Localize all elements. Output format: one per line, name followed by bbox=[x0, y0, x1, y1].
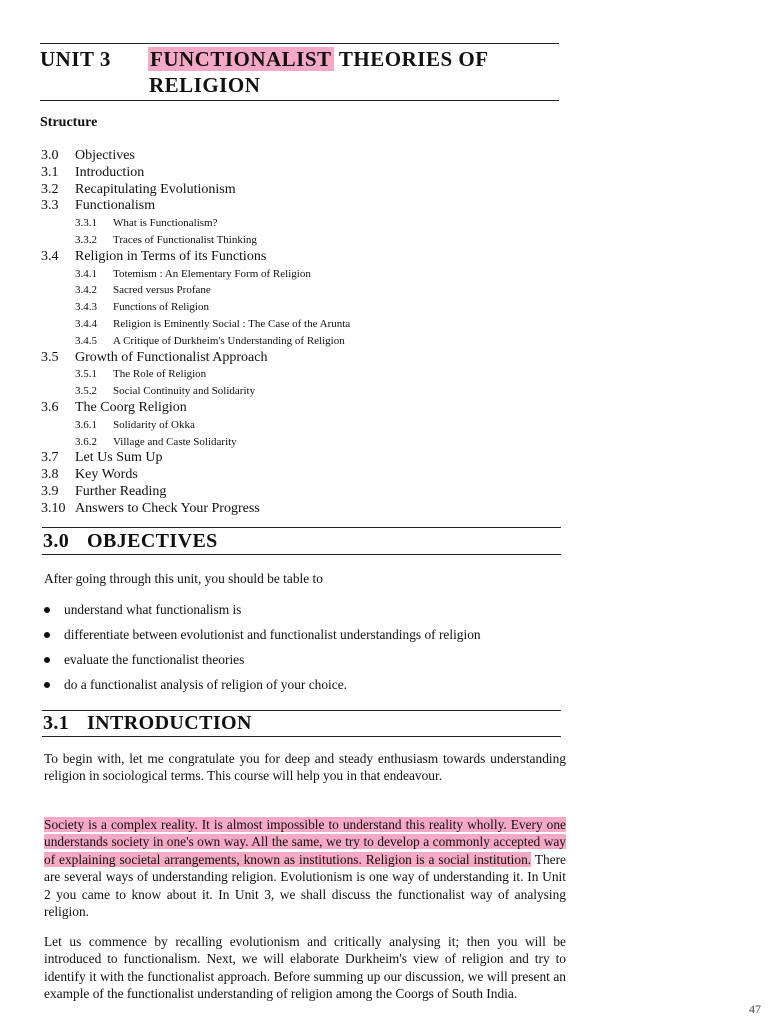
paragraph-2-rest: There are several ways of understanding religion. Evolutionism is one way of understanding it. In Unit 2 you came to know about it. In Unit 3, we shall discuss the functionalist way of analysing religion. bbox=[44, 851, 567, 920]
toc-subitem bbox=[40, 434, 560, 451]
toc-subitem bbox=[40, 383, 560, 400]
toc-number: 3.5.2 bbox=[75, 385, 97, 398]
toc-title: Introduction bbox=[75, 164, 145, 180]
toc-title: Recapitulating Evolutionism bbox=[75, 181, 236, 197]
toc-title: Key Words bbox=[75, 467, 138, 483]
introduction-paragraph-2 bbox=[44, 816, 566, 920]
toc-title: Religion in Terms of its Functions bbox=[75, 248, 267, 264]
toc-number: 3.4.3 bbox=[75, 301, 97, 314]
toc-item bbox=[40, 484, 560, 501]
objectives-intro: After going through this unit, you should be table to bbox=[44, 571, 323, 586]
toc-title: Solidarity of Okka bbox=[113, 418, 195, 431]
toc-title: Further Reading bbox=[75, 483, 167, 499]
toc-subitem bbox=[40, 215, 560, 232]
toc-title: What is Functionalism? bbox=[113, 217, 218, 230]
toc-title: Village and Caste Solidarity bbox=[113, 435, 237, 448]
toc-number: 3.10 bbox=[41, 500, 66, 516]
table-of-contents bbox=[40, 148, 560, 518]
toc-item bbox=[40, 467, 560, 484]
toc-item bbox=[40, 350, 560, 367]
toc-number: 3.3 bbox=[41, 198, 59, 214]
toc-number: 3.8 bbox=[41, 467, 59, 483]
title-highlighted-word: FUNCTIONALIST bbox=[150, 47, 332, 71]
introduction-bottom-rule bbox=[42, 736, 561, 737]
toc-title: Let Us Sum Up bbox=[75, 450, 163, 466]
title-bottom-rule bbox=[40, 100, 559, 101]
toc-title: A Critique of Durkheim's Understanding of Religion bbox=[113, 334, 345, 347]
introduction-number: 3.1 bbox=[43, 712, 70, 734]
introduction-top-rule bbox=[42, 710, 561, 711]
objectives-number: 3.0 bbox=[43, 530, 70, 552]
introduction-heading bbox=[43, 712, 252, 735]
objectives-top-rule bbox=[42, 527, 561, 528]
toc-item bbox=[40, 400, 560, 417]
objective-item bbox=[42, 651, 481, 676]
toc-item bbox=[40, 198, 560, 215]
toc-number: 3.3.1 bbox=[75, 217, 97, 230]
toc-item bbox=[40, 165, 560, 182]
toc-title: Growth of Functionalist Approach bbox=[75, 349, 268, 365]
toc-subitem bbox=[40, 333, 560, 350]
highlighted-passage: Society is a complex reality. It is almost impossible to understand this reality wholly. Every one understands society in one's own way. All the same, we try to develop a commonly accepted way of explaining societal arrangements, known as institutions. Religion is a social institution. bbox=[44, 817, 566, 867]
objective-text: evaluate the functionalist theories bbox=[64, 652, 245, 667]
introduction-paragraph-3: Let us commence by recalling evolutionism and critically analysing it; then you will be introduced to functionalism. Next, we will elaborate Durkheim's view of religion and try to identify it with the functionalist approach. Before summing up our discussion, we will present an example of the functionalist understanding of religion among the Coorgs of South India. bbox=[44, 934, 566, 1002]
toc-number: 3.4.2 bbox=[75, 284, 97, 297]
top-rule bbox=[40, 43, 559, 44]
objective-item bbox=[42, 676, 481, 701]
objective-text: differentiate between evolutionist and functionalist understandings of religion bbox=[64, 627, 481, 642]
structure-label: Structure bbox=[40, 115, 98, 130]
toc-title: Religion is Eminently Social : The Case of the Arunta bbox=[113, 317, 351, 330]
toc-subitem bbox=[40, 366, 560, 383]
toc-number: 3.4.5 bbox=[75, 334, 97, 347]
toc-title: Traces of Functionalist Thinking bbox=[113, 233, 257, 246]
toc-number: 3.5 bbox=[41, 349, 59, 365]
bullet-icon bbox=[44, 632, 50, 638]
title-rest: THEORIES OF bbox=[333, 47, 489, 71]
toc-subitem bbox=[40, 232, 560, 249]
unit-title bbox=[40, 46, 560, 98]
toc-number: 3.6 bbox=[41, 399, 59, 415]
toc-number: 3.2 bbox=[41, 181, 59, 197]
toc-title: Functionalism bbox=[75, 198, 156, 214]
objective-item bbox=[42, 601, 481, 626]
toc-item bbox=[40, 501, 560, 518]
introduction-title: INTRODUCTION bbox=[87, 712, 252, 734]
toc-number: 3.9 bbox=[41, 483, 59, 499]
objectives-bottom-rule bbox=[42, 554, 561, 555]
toc-title: The Role of Religion bbox=[113, 368, 207, 381]
toc-number: 3.5.1 bbox=[75, 368, 97, 381]
objectives-heading bbox=[43, 530, 218, 553]
toc-number: 3.4 bbox=[41, 248, 59, 264]
toc-item bbox=[40, 450, 560, 467]
toc-item bbox=[40, 249, 560, 266]
bullet-icon bbox=[44, 657, 50, 663]
objective-text: understand what functionalism is bbox=[64, 602, 242, 617]
objectives-title: OBJECTIVES bbox=[87, 530, 218, 552]
toc-title: Sacred versus Profane bbox=[113, 284, 211, 297]
toc-number: 3.1 bbox=[41, 164, 59, 180]
unit-number: UNIT 3 bbox=[40, 47, 111, 71]
toc-title: Objectives bbox=[75, 148, 135, 163]
introduction-paragraph-1: To begin with, let me congratulate you for deep and steady enthusiasm towards understanding religion in sociological terms. This course will help you in that endeavour. bbox=[44, 751, 566, 784]
toc-title: The Coorg Religion bbox=[75, 399, 187, 415]
page-number: 47 bbox=[749, 1002, 761, 1016]
bullet-icon bbox=[44, 607, 50, 613]
toc-number: 3.7 bbox=[41, 450, 59, 466]
toc-number: 3.6.2 bbox=[75, 435, 97, 448]
toc-number: 3.6.1 bbox=[75, 418, 97, 431]
objective-item bbox=[42, 626, 481, 651]
toc-number: 3.3.2 bbox=[75, 233, 97, 246]
toc-subitem bbox=[40, 299, 560, 316]
objectives-list bbox=[42, 601, 481, 701]
toc-number: 3.0 bbox=[41, 148, 59, 163]
toc-subitem bbox=[40, 282, 560, 299]
toc-subitem bbox=[40, 316, 560, 333]
toc-title: Functions of Religion bbox=[113, 301, 209, 314]
toc-title: Totemism : An Elementary Form of Religion bbox=[113, 267, 311, 280]
toc-title: Answers to Check Your Progress bbox=[75, 500, 260, 516]
toc-number: 3.4.4 bbox=[75, 317, 97, 330]
toc-item bbox=[40, 182, 560, 199]
toc-subitem bbox=[40, 417, 560, 434]
toc-item bbox=[40, 148, 560, 165]
objective-text: do a functionalist analysis of religion of your choice. bbox=[64, 677, 347, 692]
toc-title: Social Continuity and Solidarity bbox=[113, 385, 256, 398]
title-line-2: RELIGION bbox=[149, 73, 261, 97]
toc-number: 3.4.1 bbox=[75, 267, 97, 280]
bullet-icon bbox=[44, 682, 50, 688]
toc-subitem bbox=[40, 266, 560, 283]
